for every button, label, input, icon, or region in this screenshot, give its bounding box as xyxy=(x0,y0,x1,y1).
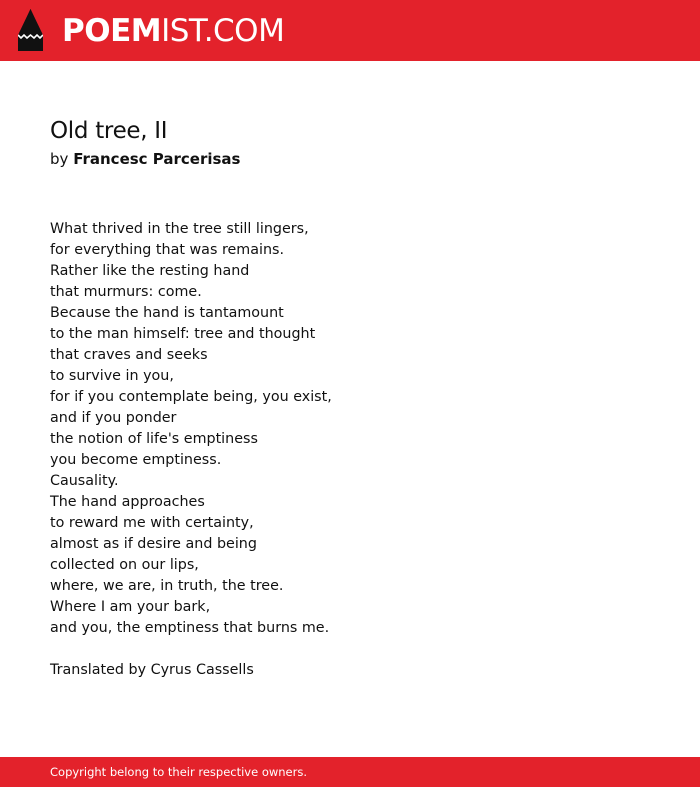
poem-line: The hand approaches xyxy=(50,494,205,510)
copyright-text: Copyright belong to their respective owners. xyxy=(50,765,308,779)
poem-line: for everything that was remains. xyxy=(50,242,285,258)
poem-line: the notion of life's emptiness xyxy=(50,431,258,447)
site-footer xyxy=(0,757,700,787)
poem-line: What thrived in the tree still lingers, xyxy=(50,221,309,237)
brand-light-text: IST.COM xyxy=(161,13,285,49)
pencil-tip-icon[interactable] xyxy=(18,9,43,51)
poem-line: Causality. xyxy=(50,473,119,489)
poem-line: and if you ponder xyxy=(50,410,177,426)
poem-line: Where I am your bark, xyxy=(50,599,211,615)
poem-translator: Translated by Cyrus Cassells xyxy=(50,662,254,678)
poem-line: Because the hand is tantamount xyxy=(50,305,284,321)
poem-author[interactable]: Francesc Parcerisas xyxy=(73,150,241,168)
poem-line: to the man himself: tree and thought xyxy=(50,326,316,342)
poem-line: and you, the emptiness that burns me. xyxy=(50,620,330,636)
poem-line: that murmurs: come. xyxy=(50,284,202,300)
poem-line: for if you contemplate being, you exist, xyxy=(50,389,332,405)
byline-prefix: by xyxy=(50,150,69,168)
site-logo-text[interactable] xyxy=(62,11,284,51)
poem-line: to reward me with certainty, xyxy=(50,515,254,531)
poem-byline xyxy=(50,148,670,170)
poem-line: where, we are, in truth, the tree. xyxy=(50,578,284,594)
poem-line: Rather like the resting hand xyxy=(50,263,250,279)
poem-line: to survive in you, xyxy=(50,368,174,384)
poem-line: that craves and seeks xyxy=(50,347,208,363)
poem-body xyxy=(50,219,670,639)
poem-content xyxy=(50,114,670,681)
poem-line: collected on our lips, xyxy=(50,557,199,573)
poem-line: almost as if desire and being xyxy=(50,536,257,552)
poem-title: Old tree, II xyxy=(50,118,168,144)
poem-line: you become emptiness. xyxy=(50,452,222,468)
brand-bold-text: POEM xyxy=(62,13,162,49)
site-header xyxy=(0,0,700,61)
